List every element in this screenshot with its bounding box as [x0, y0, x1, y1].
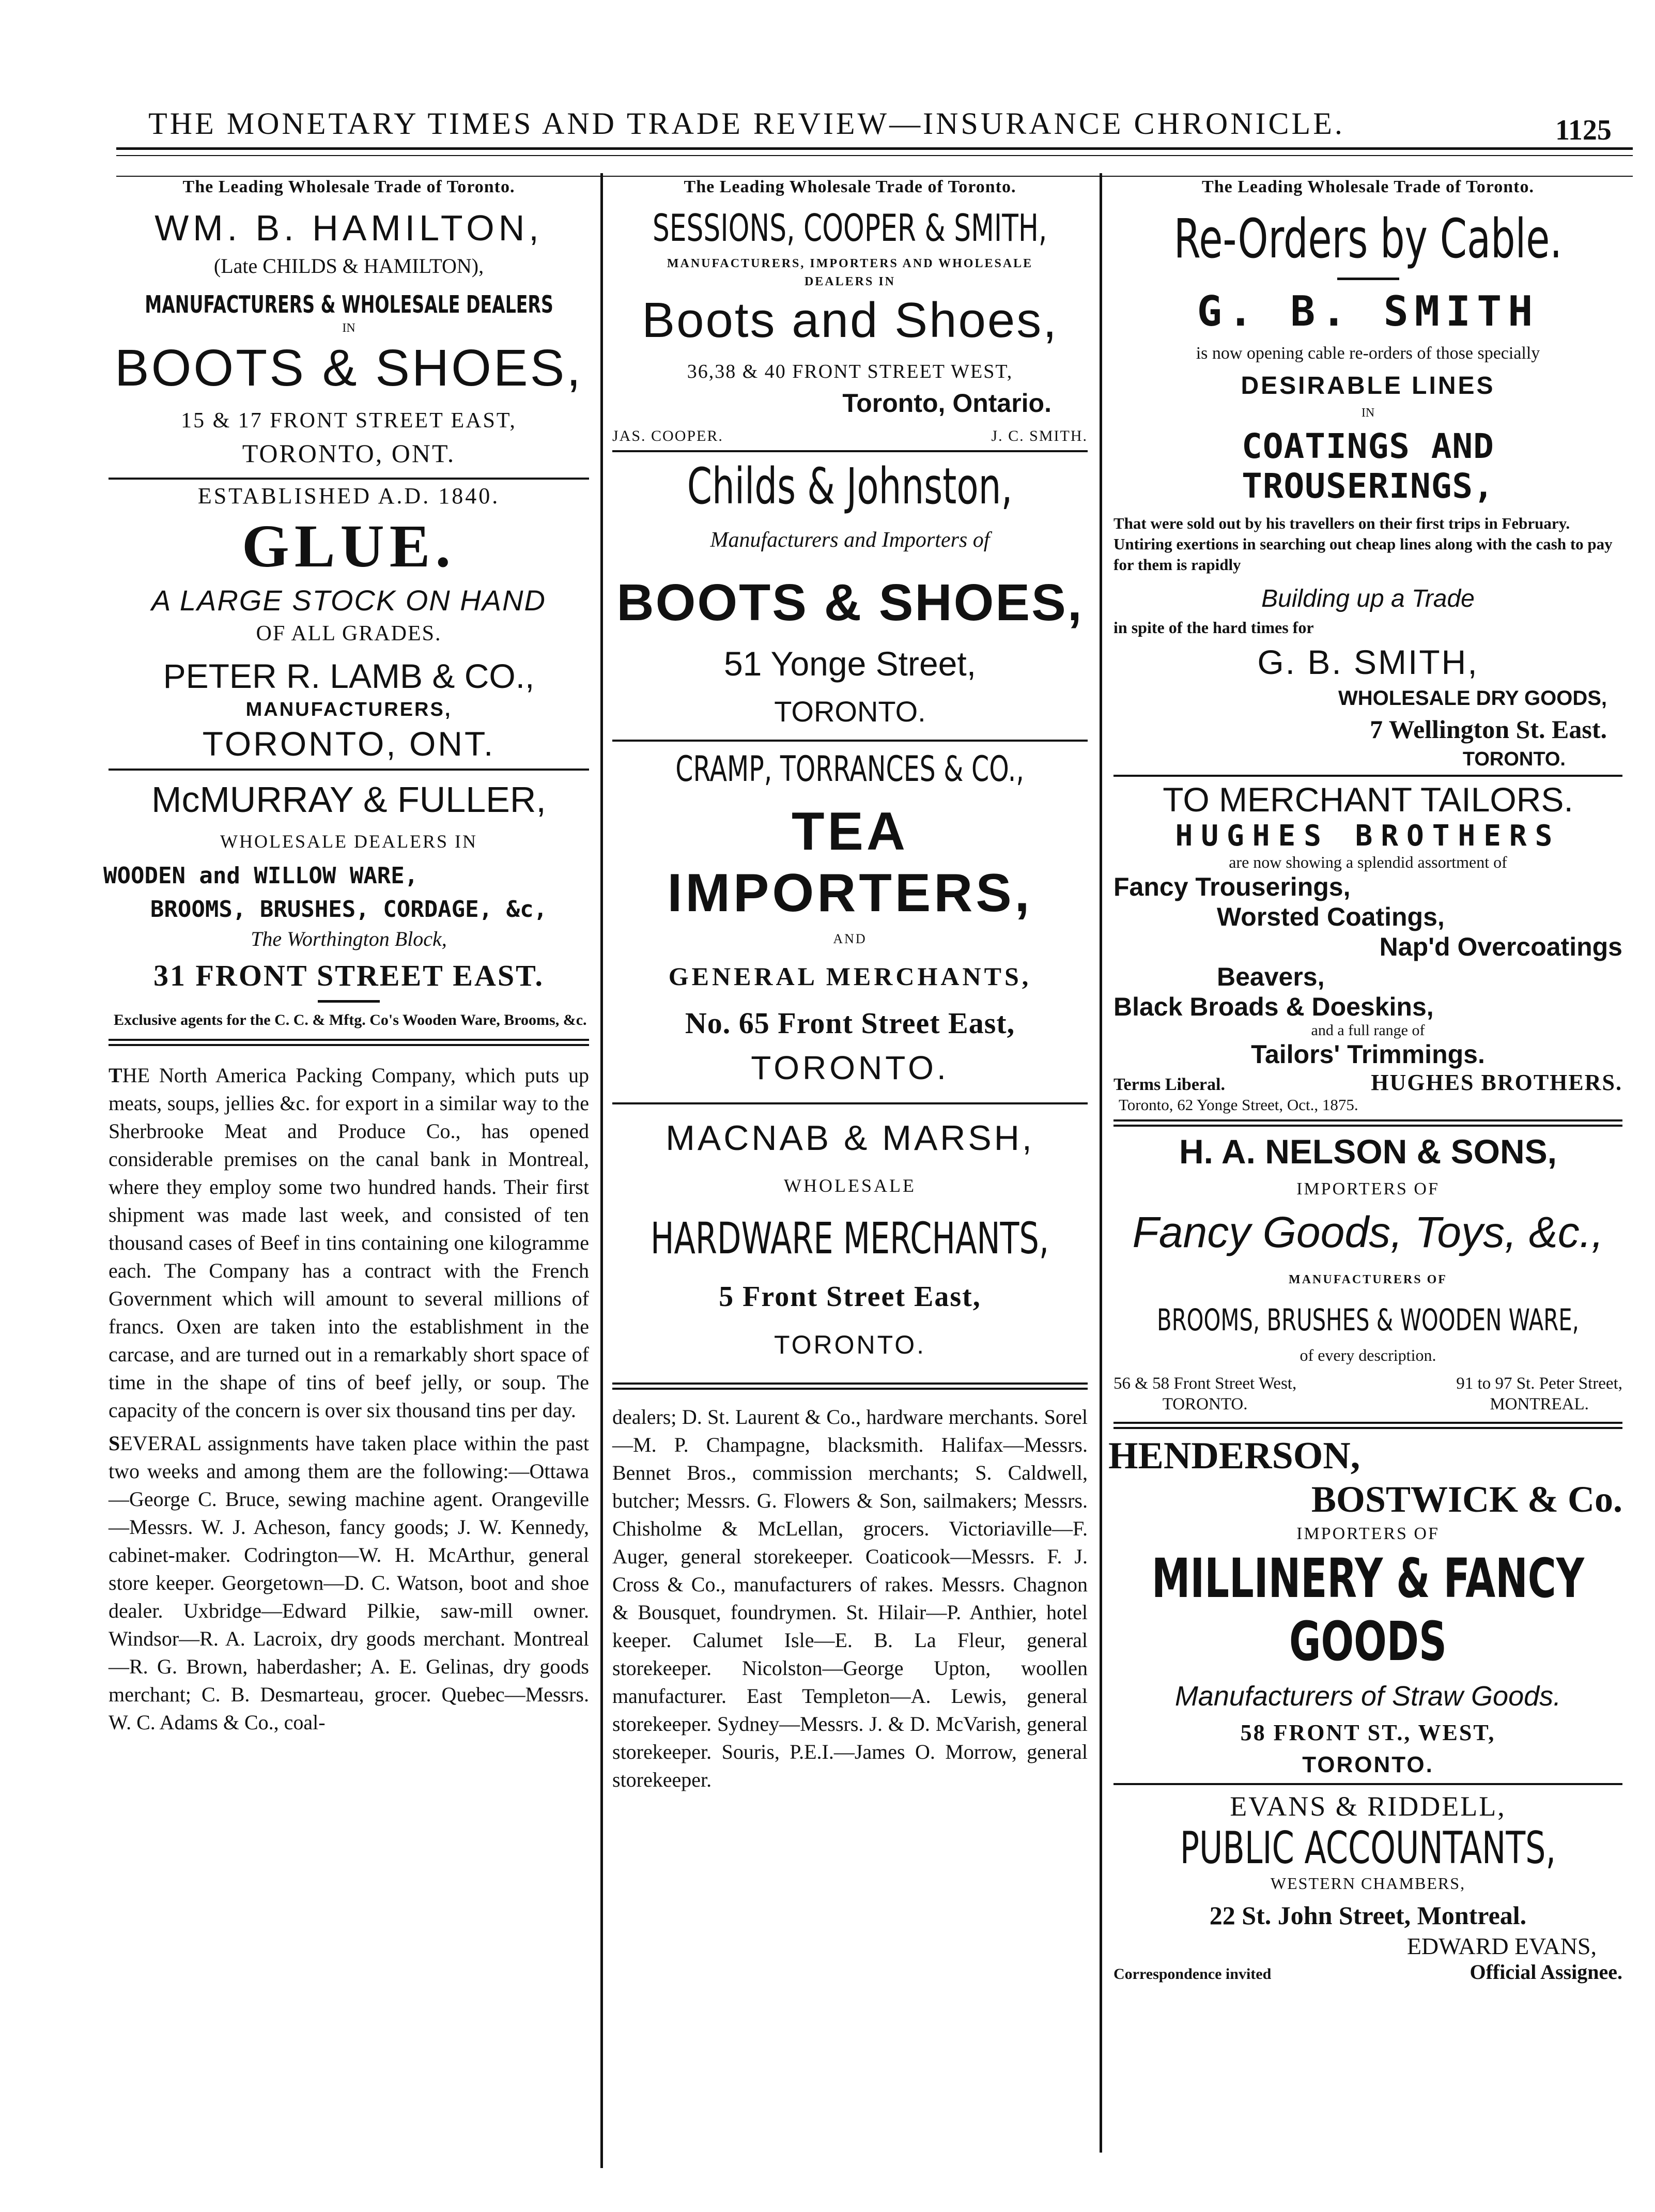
ad-city: Toronto, Ontario.	[842, 389, 1051, 418]
ad-product: COATINGS AND TROUSERINGS,	[1242, 426, 1494, 506]
ad-item: Tailors' Trimmings.	[1251, 1040, 1485, 1069]
ad-product: TEA IMPORTERS,	[667, 802, 1033, 923]
ad-name: McMURRAY & FULLER,	[151, 779, 546, 820]
column-caption: The Leading Wholesale Trade of Toronto.	[1202, 177, 1534, 196]
ad-item: Worsted Coatings,	[1217, 902, 1445, 931]
ad-role: MANUFACTURERS & WHOLESALE DEALERS	[144, 290, 553, 318]
ad-divider-double	[1113, 1119, 1622, 1127]
ad-description: of every description.	[1300, 1346, 1436, 1364]
ad-spite: in spite of the hard times for	[1113, 618, 1314, 637]
ad-address: 91 to 97 St. Peter Street,	[1456, 1374, 1622, 1393]
ad-line1: WOODEN and WILLOW WARE,	[103, 863, 419, 889]
article-assignments: SEVERAL assignments have taken place within the past two weeks and among them are the following:—Ottawa—George C. Bruce, sewing machine agent. Orangeville—Messrs. W. J. Acheson, fancy goods; J. W. Kennedy, cabinet-maker. Codrington—W. H. McArthur, general store keeper. Georgetown—D. C. Watson, boot and shoe dealer. Uxbridge—Edward Pilkie, saw-mill owner. Windsor—R. A. Lacroix, dry goods merchant. Montreal—R. G. Brown, haberdasher; A. E. Gelinas, dry goods merchant; C. B. Desmarteau, grocer. Quebec—Messrs. W. C. Adams & Co., coal-	[109, 1432, 589, 1734]
ad-bar	[318, 1000, 380, 1003]
ad-block: The Worthington Block,	[251, 927, 447, 950]
ad-product: HARDWARE MERCHANTS,	[651, 1213, 1049, 1264]
ad-address: 15 & 17 FRONT STREET EAST,	[181, 409, 517, 433]
ad-headline: Re-Orders by Cable.	[1173, 207, 1563, 270]
ad-city: TORONTO.	[751, 1049, 949, 1086]
ad-role2: MANUFACTURERS OF	[1289, 1273, 1447, 1286]
ad-role: MANUFACTURERS,	[245, 699, 452, 720]
ad-established: ESTABLISHED A.D. 1840.	[197, 483, 500, 509]
article-continued: dealers; D. St. Laurent & Co., hardware merchants. Sorel—M. P. Champagne, blacksmith. Halifax—Messrs. Bennet Bros., commission merchants; S. Caldwell, butcher; Messrs. G. Flowers & Son, sailmakers; Messrs. Chisholme & McLellan, grocers. Victoriaville—F. Auger, general storekeeper. Coaticook—Messrs. F. J. Cross & Co., manufacturers of rakes. Messrs. Chagnon & Bousquet, foundrymen. St. Hilair—P. Anthier, hotel keeper. Calumet Isle—E. B. La Fleur, general storekeeper. Nicolston—George Upton, woollen manufacturer. East Templeton—A. Lewis, general storekeeper. Sydney—Messrs. J. & D. McVarish, general storekeeper. Souris, P.E.I.—James O. Morrow, general storekeeper.	[612, 1405, 1088, 1791]
ad-lines: DESIRABLE LINES	[1241, 372, 1495, 400]
ad-city: TORONTO.	[1302, 1752, 1434, 1777]
ad-hughes	[1108, 780, 1628, 1114]
ad-divider	[612, 1102, 1088, 1104]
ad-partner: JAS. COOPER.	[612, 427, 723, 444]
ad-name: WM. B. HAMILTON,	[154, 208, 543, 248]
ad-name: HENDERSON,	[1108, 1435, 1360, 1477]
ad-name: PETER R. LAMB & CO.,	[163, 657, 535, 695]
ad-lamb	[103, 483, 594, 763]
ad-address: 7 Wellington St. East.	[1370, 715, 1607, 744]
ad-item: Beavers,	[1217, 962, 1325, 991]
ad-address: 36,38 & 40 FRONT STREET WEST,	[687, 361, 1013, 382]
ad-body: That were sold out by his travellers on their first trips in February. Untiring exertions in searching out cheap lines along with the cash to pay for them is rapidly	[1113, 514, 1613, 574]
ad-mcmurray	[103, 779, 594, 1034]
ad-title: Official Assignee.	[1470, 1960, 1622, 1984]
ad-intro: is now opening cable re-orders of those specially	[1196, 344, 1540, 363]
ad-name: Childs & Johnston,	[687, 457, 1013, 515]
ad-building: Building up a Trade	[1261, 585, 1475, 612]
ad-person: EDWARD EVANS,	[1406, 1933, 1597, 1959]
ad-address: 51 Yonge Street,	[723, 644, 977, 683]
ad-divider	[612, 450, 1088, 452]
ad-role: WHOLESALE DEALERS IN	[220, 831, 477, 852]
ad-divider	[109, 769, 589, 771]
ad-partner: J. C. SMITH.	[991, 427, 1088, 444]
ad-headline: TO MERCHANT TAILORS.	[1163, 780, 1573, 819]
ad-address: 56 & 58 Front Street West,	[1113, 1374, 1297, 1393]
ad-role: GENERAL MERCHANTS,	[668, 962, 1032, 991]
ad-item: Nap'd Overcoatings	[1379, 932, 1622, 961]
ad-name: EVANS & RIDDELL,	[1230, 1791, 1506, 1822]
ad-divider-double	[109, 1039, 589, 1046]
ad-divider	[612, 740, 1088, 742]
ad-stock: A LARGE STOCK ON HAND	[151, 584, 546, 617]
ad-role: IMPORTERS OF	[1296, 1524, 1440, 1543]
ad-dateline: Toronto, 62 Yonge Street, Oct., 1875.	[1119, 1096, 1358, 1114]
ad-product: Boots and Shoes,	[642, 293, 1058, 348]
article-packing: THE North America Packing Company, which puts up meats, soups, jellies &c. for export in a similar way to the Sherbrooke Meat and Produce Co., has opened considerable premises on the canal bank in Montreal, where they employ some two hundred hands. Their first shipment was made last week, and consisted of ten thousand cases of Beef in tins containing one kilogramme each. The Company has a contract with the French Government which will amount to several millions of francs. Oxen are taken into the establishment in the carcase, and are turned out in a remarkably short space of time in the shape of tins of beef jelly, or soup. The capacity of the concern is over six thousand tins per day.	[109, 1064, 589, 1422]
ad-evans	[1108, 1790, 1628, 1984]
ad-name: H. A. NELSON & SONS,	[1179, 1132, 1557, 1171]
ad-divider	[1113, 1783, 1622, 1785]
ad-name2: G. B. SMITH,	[1257, 643, 1479, 681]
ad-address: No. 65 Front Street East,	[685, 1006, 1015, 1040]
ad-note: Correspondence invited	[1113, 1965, 1272, 1983]
ad-item: Fancy Trouserings,	[1113, 872, 1351, 901]
column-caption: The Leading Wholesale Trade of Toronto.	[182, 177, 515, 196]
ad-city: TORONTO.	[1162, 1395, 1248, 1414]
ad-address: 5 Front Street East,	[719, 1281, 981, 1313]
ad-nelson	[1108, 1132, 1628, 1415]
ad-macnab	[607, 1118, 1093, 1360]
ad-in: IN	[342, 321, 355, 335]
column-divider-2	[1100, 173, 1102, 2153]
page-header	[0, 106, 1655, 158]
ad-city: TORONTO.	[774, 1330, 926, 1359]
ad-product: BOOTS & SHOES,	[114, 339, 583, 397]
ad-name: SESSIONS, COOPER & SMITH,	[653, 206, 1047, 250]
ad-city: TORONTO.	[1462, 748, 1566, 770]
ad-gb-smith	[1108, 207, 1628, 771]
ad-product: BOOTS & SHOES,	[616, 574, 1084, 632]
header-rule	[116, 147, 1633, 150]
ad-range: and a full range of	[1311, 1022, 1425, 1039]
ad-name: BOSTWICK & Co.	[1311, 1479, 1622, 1520]
ad-role: WHOLESALE	[784, 1175, 916, 1196]
column-left	[103, 173, 594, 2168]
ad-role: WHOLESALE DRY GOODS,	[1338, 687, 1607, 710]
ad-city: TORONTO, ONT.	[202, 725, 496, 763]
ad-name: HUGHES BROTHERS	[1175, 819, 1561, 853]
ad-name: G. B. SMITH	[1197, 287, 1539, 335]
ad-henderson	[1108, 1434, 1628, 1778]
ad-role: PUBLIC ACCOUNTANTS,	[1180, 1822, 1556, 1874]
ad-address: 31 FRONT STREET EAST.	[153, 959, 544, 992]
header-rule-thin	[116, 155, 1633, 156]
ad-product: Fancy Goods, Toys, &c.,	[1132, 1208, 1604, 1256]
ad-cramp	[607, 749, 1093, 1087]
ad-building: WESTERN CHAMBERS,	[1270, 1874, 1466, 1893]
ad-product: GLUE.	[242, 512, 456, 580]
ad-divider-double	[1113, 1422, 1622, 1429]
column-right	[1108, 173, 1628, 2168]
ad-role2: DEALERS IN	[804, 275, 896, 288]
column-middle	[607, 173, 1093, 2168]
ad-city: TORONTO.	[774, 695, 926, 728]
ad-name: CRAMP, TORRANCES & CO.,	[675, 749, 1025, 790]
ad-grades: OF ALL GRADES.	[256, 622, 442, 646]
ad-in: IN	[1361, 406, 1375, 420]
ad-line2: BROOMS, BRUSHES, CORDAGE, &c,	[150, 896, 548, 923]
ad-divider	[109, 478, 589, 480]
ad-divider	[1113, 775, 1622, 777]
ad-childs	[607, 457, 1093, 728]
ad-intro: are now showing a splendid assortment of	[1229, 853, 1507, 871]
ad-sessions	[607, 206, 1093, 445]
ad-subtitle: (Late CHILDS & HAMILTON),	[213, 254, 484, 278]
ad-address: 58 FRONT ST., WEST,	[1240, 1720, 1496, 1745]
ad-signature: HUGHES BROTHERS.	[1371, 1070, 1622, 1095]
ad-city: MONTREAL.	[1490, 1395, 1589, 1414]
ad-terms: Terms Liberal.	[1113, 1075, 1225, 1094]
ad-role: IMPORTERS OF	[1296, 1179, 1440, 1199]
ad-note: Exclusive agents for the C. C. & Mftg. Co's Wooden Ware, Brooms, &c.	[114, 1011, 587, 1028]
ad-role: MANUFACTURERS, IMPORTERS AND WHOLESALE	[667, 257, 1033, 270]
running-title: THE MONETARY TIMES AND TRADE REVIEW—INSURANCE CHRONICLE.	[148, 106, 1345, 141]
ad-hamilton	[103, 207, 594, 468]
ad-product: MILLINERY & FANCY GOODS	[1151, 1547, 1585, 1673]
ad-and: AND	[833, 931, 867, 946]
ad-item: Black Broads & Doeskins,	[1113, 992, 1434, 1021]
column-divider-1	[600, 173, 603, 2168]
ad-divider-double	[612, 1382, 1088, 1390]
page-number: 1125	[1555, 114, 1612, 146]
ad-role2: Manufacturers of Straw Goods.	[1174, 1681, 1561, 1712]
ad-product2: BROOMS, BRUSHES & WOODEN WARE,	[1157, 1302, 1579, 1338]
column-caption: The Leading Wholesale Trade of Toronto.	[684, 177, 1016, 196]
ad-address: 22 St. John Street, Montreal.	[1209, 1901, 1527, 1930]
ad-city: TORONTO, ONT.	[242, 439, 456, 468]
ad-bar	[1337, 278, 1399, 280]
ad-name: MACNAB & MARSH,	[666, 1118, 1034, 1158]
ad-role: Manufacturers and Importers of	[710, 528, 990, 552]
ad-addresses	[1108, 1373, 1628, 1415]
